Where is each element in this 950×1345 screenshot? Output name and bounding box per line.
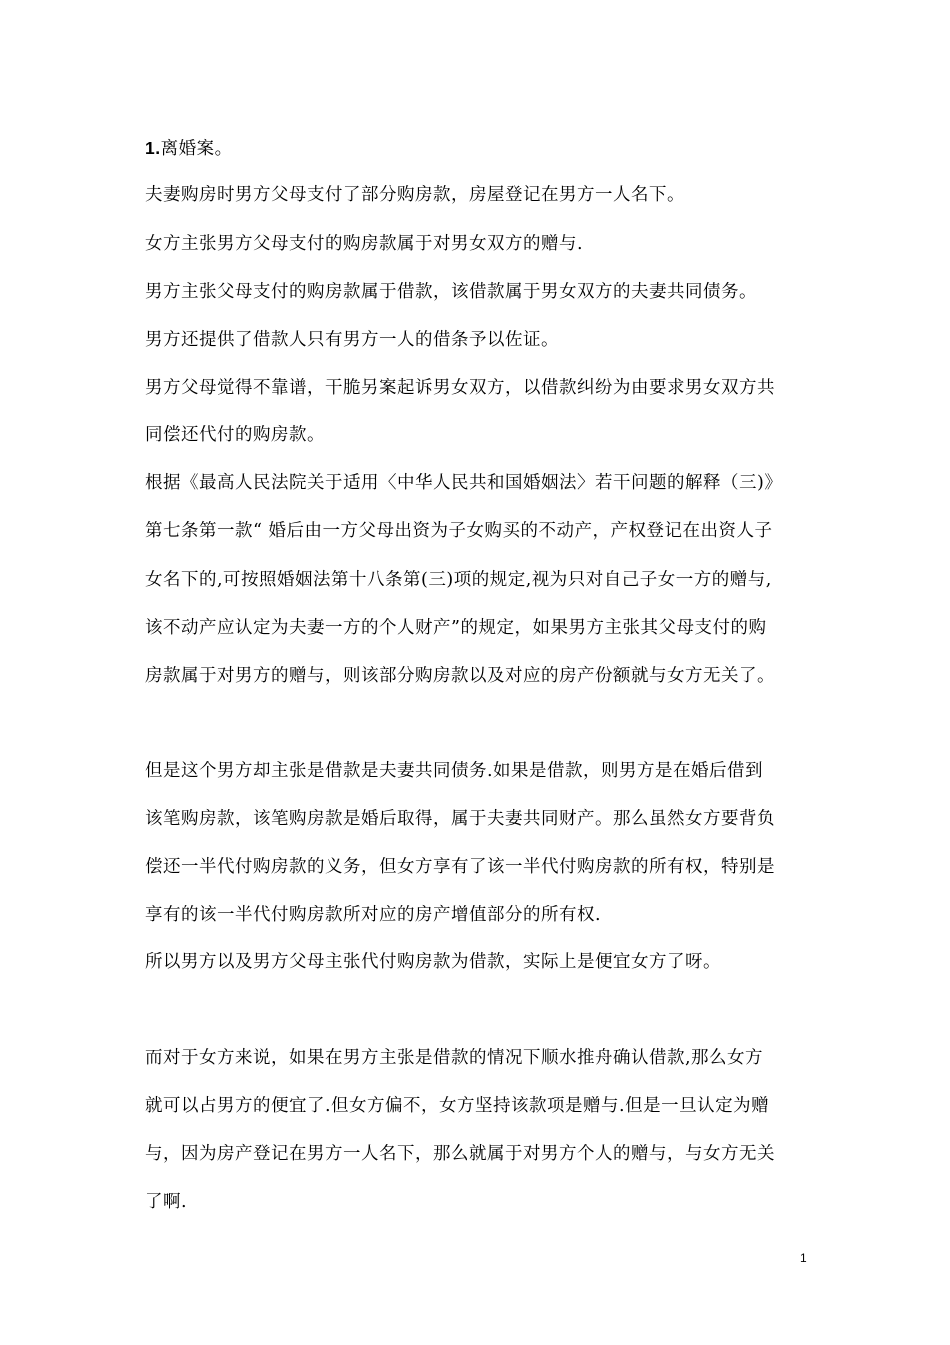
paragraph-line: 房款属于对男方的赠与，则该部分购房款以及对应的房产份额就与女方无关了。 <box>145 666 775 686</box>
paragraph-line: 但是这个男方却主张是借款是夫妻共同债务.如果是借款，则男方是在婚后借到 <box>145 761 764 781</box>
paragraph-line: 所以男方以及男方父母主张代付购房款为借款，实际上是便宜女方了呀。 <box>145 952 721 972</box>
paragraph-line: 偿还一半代付购房款的义务，但女方享有了该一半代付购房款的所有权，特别是 <box>145 857 775 877</box>
paragraph-line: 根据《最高人民法院关于适用〈中华人民共和国婚姻法〉若干问题的解释（三)》 <box>145 473 783 493</box>
page-number: 1 <box>800 1251 807 1265</box>
paragraph-line: 就可以占男方的便宜了.但女方偏不，女方坚持该款项是赠与.但是一旦认定为赠 <box>145 1096 770 1116</box>
paragraph-line: 女方主张男方父母支付的购房款属于对男女双方的赠与. <box>145 234 584 254</box>
paragraph-line: 男方主张父母支付的购房款属于借款，该借款属于男女双方的夫妻共同债务。 <box>145 282 757 302</box>
paragraph-line: 同偿还代付的购房款。 <box>145 425 325 445</box>
paragraph-line: 该笔购房款，该笔购房款是婚后取得，属于夫妻共同财产。那么虽然女方要背负 <box>145 809 775 829</box>
heading-text: 离婚案。 <box>160 139 233 159</box>
heading-number: 1. <box>145 138 161 158</box>
paragraph-line: 男方还提供了借款人只有男方一人的借条予以佐证。 <box>145 330 559 350</box>
paragraph-line: 与，因为房产登记在男方一人名下，那么就属于对男方个人的赠与，与女方无关 <box>145 1144 775 1164</box>
paragraph-line: 而对于女方来说，如果在男方主张是借款的情况下顺水推舟确认借款,那么女方 <box>145 1048 764 1068</box>
paragraph-line: 女名下的,可按照婚姻法第十八条第(三)项的规定,视为只对自己子女一方的赠与, <box>145 570 772 590</box>
paragraph-line: 男方父母觉得不靠谱，干脆另案起诉男女双方，以借款纠纷为由要求男女双方共 <box>145 378 775 398</box>
paragraph-line: 了啊. <box>145 1192 188 1212</box>
paragraph-line: 该不动产应认定为夫妻一方的个人财产”的规定，如果男方主张其父母支付的购 <box>145 618 767 638</box>
paragraph-line: 第七条第一款“ 婚后由一方父母出资为子女购买的不动产，产权登记在出资人子 <box>145 521 773 541</box>
paragraph-line: 夫妻购房时男方父母支付了部分购房款，房屋登记在男方一人名下。 <box>145 185 685 205</box>
heading <box>145 136 233 161</box>
paragraph-line: 享有的该一半代付购房款所对应的房产增值部分的所有权. <box>145 905 602 925</box>
